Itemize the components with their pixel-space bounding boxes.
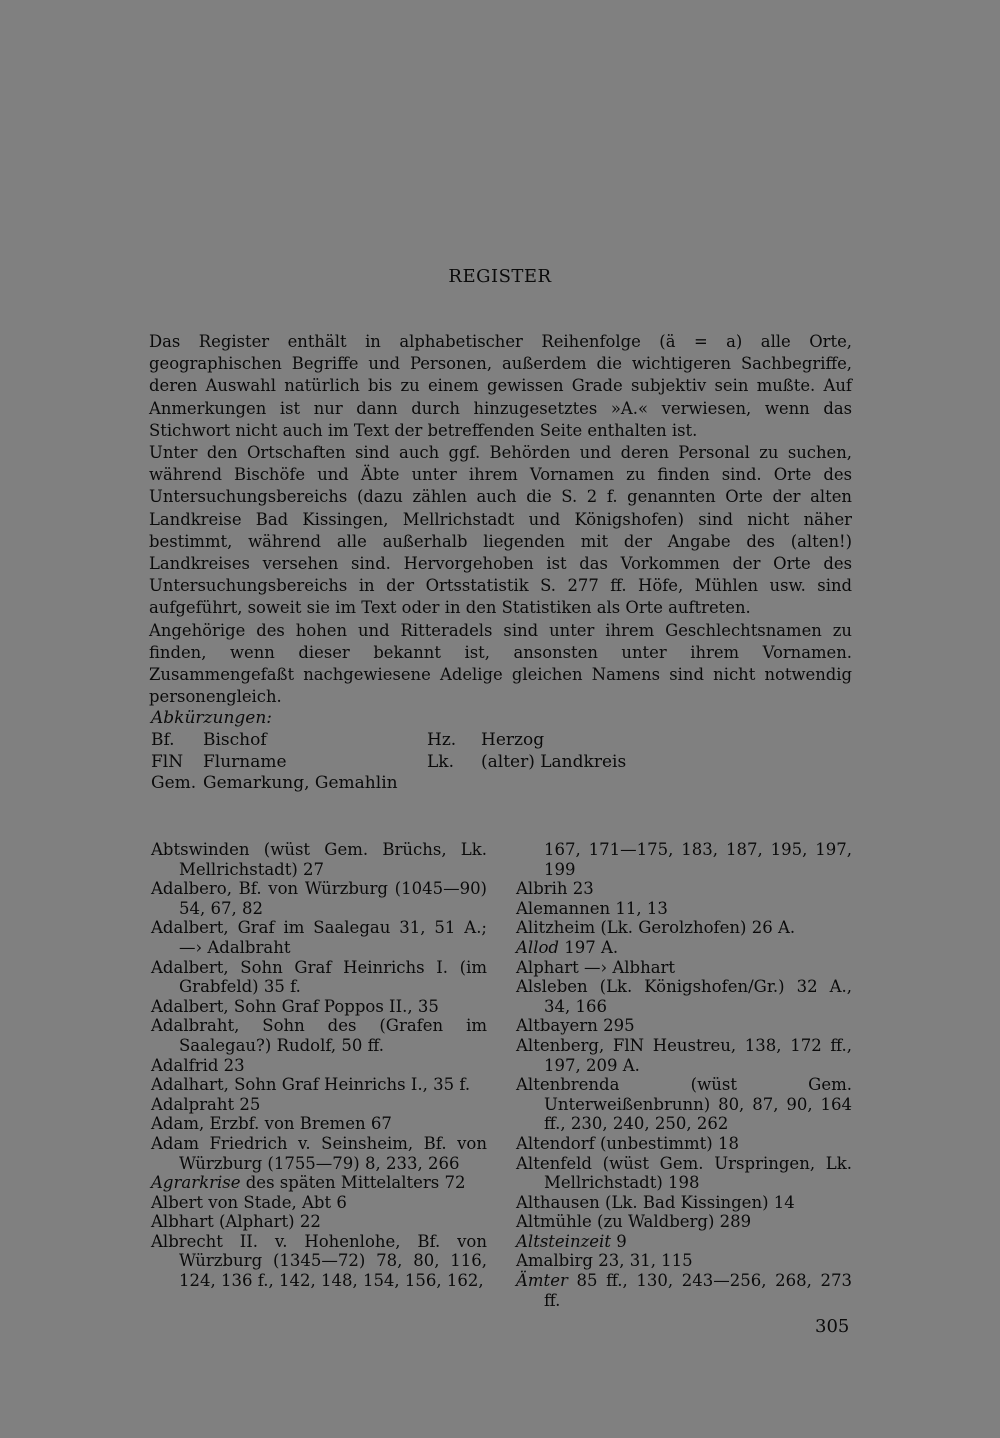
- index-entry: Alitzheim (Lk. Gerolzhofen) 26 A.: [516, 918, 796, 938]
- index-entry: Adam, Erzbf. von Bremen 67: [151, 1114, 392, 1134]
- index-entry: Adam Friedrich v. Seinsheim, Bf. von Würzburg (1755—79) 8, 233, 266: [151, 1133, 487, 1173]
- index-entry: Adalbero, Bf. von Würzburg (1045—90) 54, 67, 82: [151, 879, 487, 918]
- index-entry: Albrih 23: [516, 879, 594, 899]
- index-entry: [516, 938, 852, 958]
- index-column-right: [516, 840, 852, 1310]
- index-entry: Albert von Stade, Abt 6: [151, 1192, 347, 1212]
- intro-text: [149, 331, 852, 708]
- index-entry: Alphart —› Albhart: [516, 957, 676, 977]
- index-entry: Adalbert, Sohn Graf Poppos II., 35: [151, 996, 439, 1016]
- intro-paragraph: Angehörige des hohen und Ritteradels sind unter ihrem Geschlechtsnamen zu finden, wenn dieser bekannt ist, ansonsten unter ihrem Vornamen. Zusammengefaßt nachgewiesene Adelige gleichen Namens sind nicht notwendig personengleich.: [149, 620, 852, 707]
- index-entry: [516, 1232, 852, 1252]
- abbreviation-row: [427, 730, 626, 752]
- abbreviation: Gem.: [151, 773, 197, 793]
- index-term-italic: Altsteinzeit: [516, 1231, 611, 1251]
- index-entry: Albhart (Alphart) 22: [151, 1212, 321, 1232]
- index-entry: Altenbrenda (wüst Gem. Unterweißenbrunn) 80, 87, 90, 164 ff., 230, 240, 250, 262: [516, 1075, 852, 1134]
- index-entry: Albrecht II. v. Hohenlohe, Bf. von Würzburg (1345—72) 78, 80, 116, 124, 136 f., 142, 148, 154, 156, 162,: [151, 1231, 487, 1291]
- index-term-italic: Agrarkrise: [151, 1173, 241, 1193]
- index-references: 197 A.: [558, 937, 619, 957]
- abbreviation-meaning: Herzog: [481, 730, 545, 750]
- index-entry: Adalbraht, Sohn des (Grafen im Saalegau?) Rudolf, 50 ff.: [151, 1016, 487, 1055]
- page-number: 305: [815, 1316, 850, 1337]
- abbreviation-row: [427, 752, 626, 774]
- index-term-italic: Ämter: [516, 1271, 568, 1291]
- index-entry: Altbayern 295: [516, 1016, 635, 1036]
- index-entry: [516, 1271, 852, 1310]
- abbreviation: Lk.: [427, 751, 454, 772]
- abbreviation-meaning: Flurname: [203, 751, 287, 772]
- abbreviation-row: [151, 752, 398, 774]
- index-term-italic: Allod: [516, 937, 559, 957]
- index-entry: Altenfeld (wüst Gem. Urspringen, Lk. Mellrichstadt) 198: [516, 1153, 852, 1193]
- abbreviation: Bf.: [151, 730, 175, 750]
- index-entry: Althausen (Lk. Bad Kissingen) 14: [516, 1192, 795, 1212]
- abbreviation: FlN: [151, 751, 184, 772]
- index-entry: 167, 171—175, 183, 187, 195, 197, 199: [544, 840, 852, 879]
- abbreviations-heading: Abkürzungen:: [151, 708, 273, 728]
- index-references: 85 ff., 130, 243—256, 268, 273 ff.: [544, 1271, 852, 1310]
- abbreviation-meaning: (alter) Landkreis: [481, 751, 627, 772]
- index-entry: Altmühle (zu Waldberg) 289: [516, 1212, 752, 1232]
- abbreviations-left: [151, 730, 398, 795]
- index-entry: Adalpraht 25: [151, 1094, 261, 1114]
- index-entry: Adalfrid 23: [151, 1055, 245, 1075]
- abbreviation-meaning: Gemarkung, Gemahlin: [203, 773, 398, 793]
- abbreviation-meaning: Bischof: [203, 730, 267, 750]
- abbreviation-row: [151, 773, 398, 795]
- index-entry: Adalbert, Graf im Saalegau 31, 51 A.; —› Adalbraht: [151, 918, 487, 957]
- index-references: des späten Mittelalters 72: [240, 1173, 466, 1193]
- index-entry: Altenberg, FlN Heustreu, 138, 172 ff., 197, 209 A.: [516, 1035, 852, 1075]
- abbreviation: Hz.: [427, 730, 457, 750]
- abbreviation-row: [151, 730, 398, 752]
- intro-paragraph: Das Register enthält in alphabetischer Reihenfolge (ä = a) alle Orte, geographischen Begriffe und Personen, außerdem die wichtigeren Sachbegriffe, deren Auswahl natürlich bis zu einem gewissen Grade subjektiv sein mußte. Auf Anmerkungen ist nur dann durch hinzugesetztes »A.« verwiesen, wenn das Stichwort nicht auch im Text der betreffenden Seite enthalten ist.: [149, 332, 852, 440]
- index-references: 9: [610, 1231, 627, 1251]
- abbreviations-right: [427, 730, 626, 773]
- index-entry: Amalbirg 23, 31, 115: [516, 1251, 693, 1271]
- index-entry: Alemannen 11, 13: [516, 898, 668, 918]
- index-entry: [151, 1173, 487, 1193]
- index-column-left: [151, 840, 487, 1291]
- index-entry: Adalbert, Sohn Graf Heinrichs I. (im Grabfeld) 35 f.: [151, 957, 487, 997]
- intro-paragraph: Unter den Ortschaften sind auch ggf. Behörden und deren Personal zu suchen, während Bischöfe und Äbte unter ihrem Vornamen zu finden sind. Orte des Untersuchungsbereichs (dazu zählen auch die S. 2 f. genannten Orte der alten Landkreise Bad Kissingen, Mellrichstadt und Königshofen) sind nicht näher bestimmt, während alle außerhalb liegenden mit der Angabe des (alten!) Landkreises versehen sind. Hervorgehoben ist das Vorkommen der Orte des Untersuchungsbereichs in der Ortsstatistik S. 277 ff. Höfe, Mühlen usw. sind aufgeführt, soweit sie im Text oder in den Statistiken als Orte auftreten.: [149, 443, 852, 618]
- page-title: REGISTER: [448, 266, 552, 287]
- index-entry: Abtswinden (wüst Gem. Brüchs, Lk. Mellrichstadt) 27: [151, 840, 487, 879]
- index-entry: Altendorf (unbestimmt) 18: [516, 1133, 739, 1153]
- index-entry: Adalhart, Sohn Graf Heinrichs I., 35 f.: [151, 1075, 471, 1095]
- index-entry: Alsleben (Lk. Königshofen/Gr.) 32 A., 34, 166: [516, 977, 852, 1016]
